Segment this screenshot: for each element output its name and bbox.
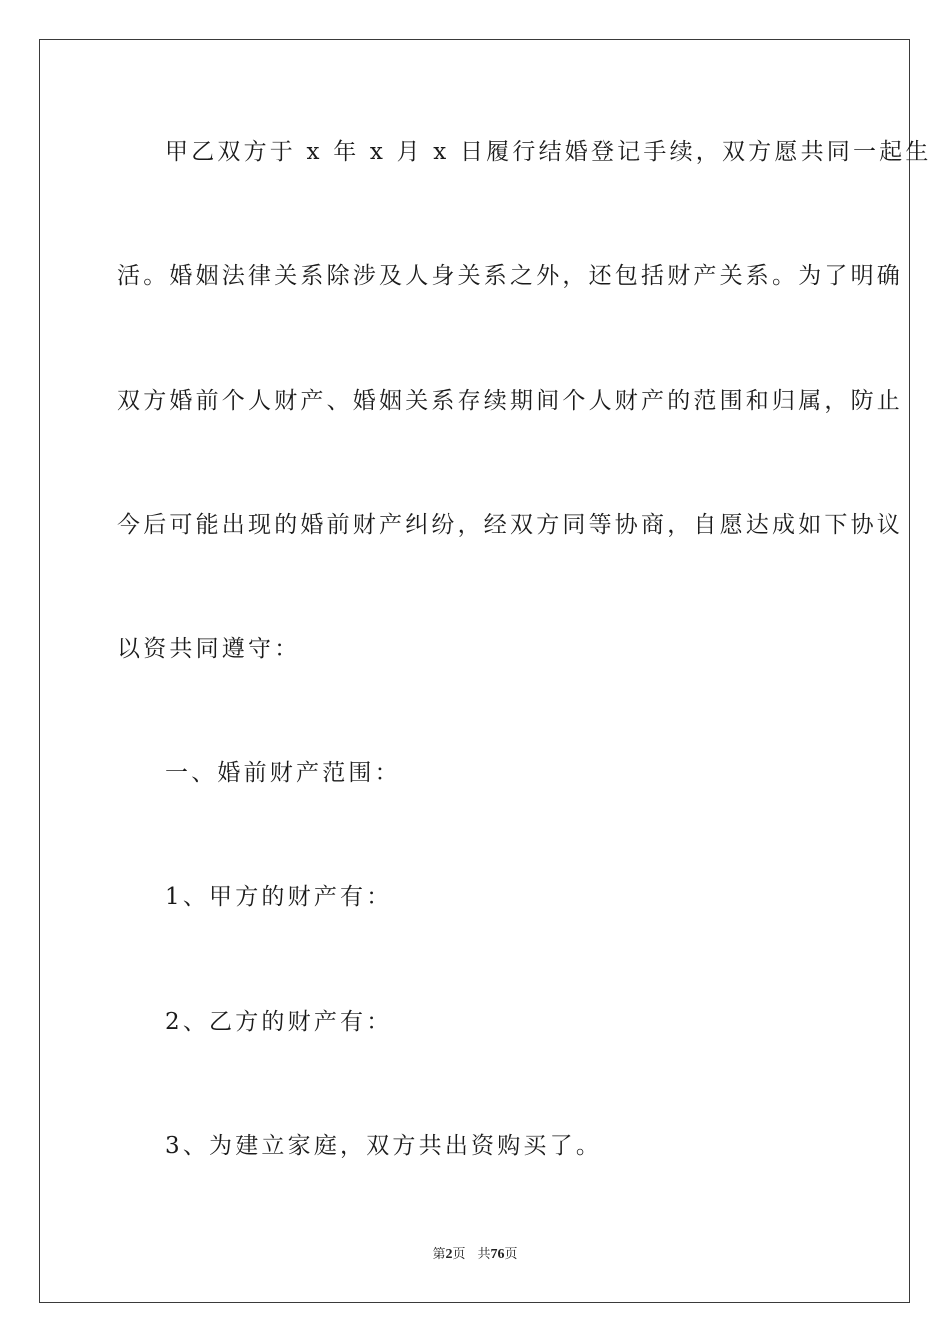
list-item-3: 3、为建立家庭，双方共出资购买了。 <box>165 1133 603 1159</box>
paragraph-line-4: 今后可能出现的婚前财产纠纷，经双方同等协商，自愿达成如下协议 <box>117 512 903 538</box>
total-suffix: 页 <box>504 1247 518 1262</box>
page-footer <box>0 1246 950 1264</box>
paragraph-line-2: 活。婚姻法律关系除涉及人身关系之外，还包括财产关系。为了明确 <box>117 263 903 289</box>
total-pages: 76 <box>490 1247 505 1262</box>
page-number: 2 <box>445 1247 453 1262</box>
section-heading: 一、婚前财产范围： <box>165 760 401 786</box>
list-item-1: 1、甲方的财产有： <box>165 884 393 910</box>
total-prefix: 共 <box>477 1247 491 1262</box>
list-item-2: 2、乙方的财产有： <box>165 1009 393 1035</box>
paragraph-line-5: 以资共同遵守： <box>117 636 301 662</box>
page-frame <box>39 39 910 1303</box>
page-suffix: 页 <box>452 1247 466 1262</box>
page-prefix: 第 <box>432 1247 446 1262</box>
paragraph-line-3: 双方婚前个人财产、婚姻关系存续期间个人财产的范围和归属，防止 <box>117 388 903 414</box>
paragraph-line-1: 甲乙双方于 x 年 x 月 x 日履行结婚登记手续，双方愿共同一起生 <box>165 139 932 165</box>
